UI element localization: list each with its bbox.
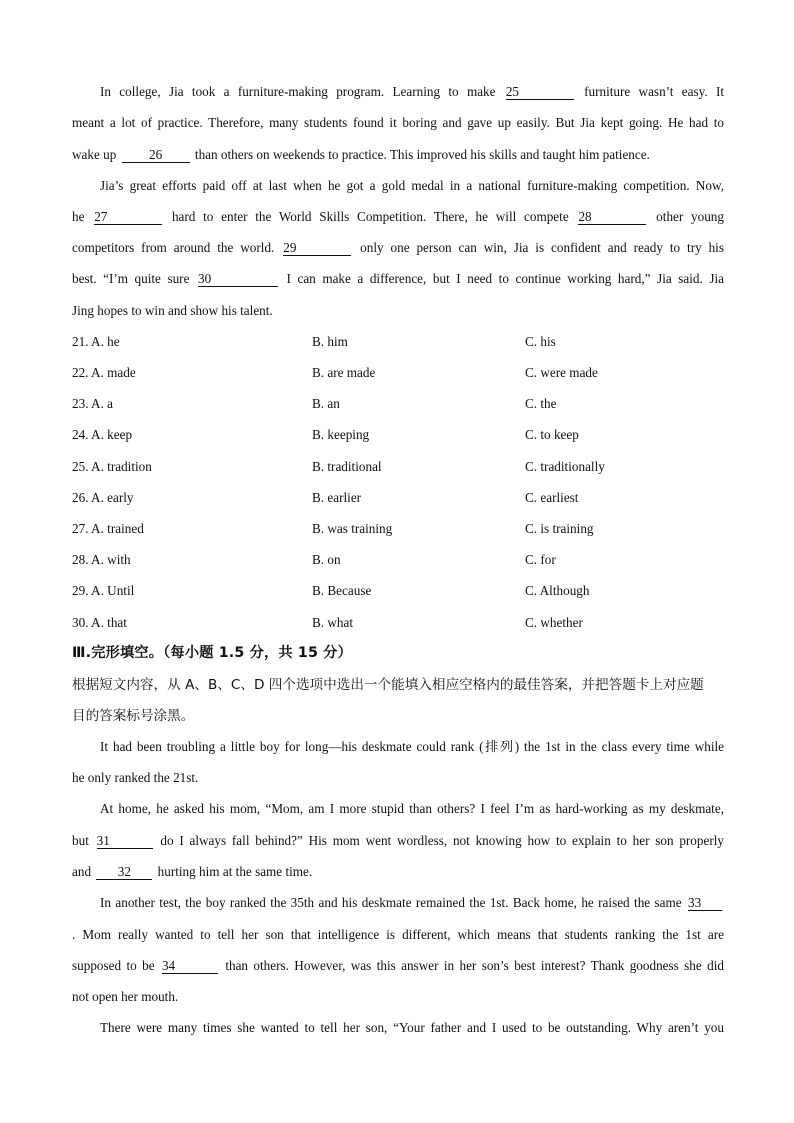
option-24-a[interactable]: 24. A. keep: [72, 427, 133, 442]
option-21-b[interactable]: B. him: [312, 334, 348, 349]
passage1-line-8: Jing hopes to win and show his talent.: [72, 303, 273, 318]
blank-34[interactable]: 34: [162, 959, 218, 974]
blank-28[interactable]: 28: [578, 210, 646, 225]
option-24-b[interactable]: B. keeping: [312, 427, 370, 442]
passage2-line-1: It had been troubling a little boy for long—his deskmate could rank (排列) the 1st in the class every time while: [100, 739, 724, 754]
option-25-c[interactable]: C. traditionally: [525, 459, 605, 474]
passage2-line-9: not open her mouth.: [72, 989, 179, 1004]
passage2-line-7: . Mom really wanted to tell her son that intelligence is different, which means that students ranking the 1st are: [72, 927, 724, 942]
blank-27[interactable]: 27: [94, 210, 162, 225]
passage2-line-6: In another test, the boy ranked the 35th and his deskmate remained the 1st. Back home, he raised the same 33: [100, 895, 724, 911]
passage1-line-3: wake up 26 than others on weekends to practice. This improved his skills and taught him patience.: [72, 147, 650, 162]
option-23-b[interactable]: B. an: [312, 396, 340, 411]
blank-33[interactable]: 33: [688, 896, 722, 911]
passage1-line-2: meant a lot of practice. Therefore, many students found it boring and gave up easily. But Jia kept going. He had to: [72, 115, 724, 130]
passage1-line-1: In college, Jia took a furniture-making program. Learning to make 25 furniture wasn’t easy. It: [100, 84, 725, 99]
instruction-line-1: 根据短文内容，从 A、B、C、D 四个选项中选出一个能填入相应空格内的最佳答案，并把答题卡上对应题: [72, 677, 704, 693]
option-22-a[interactable]: 22. A. made: [72, 365, 136, 380]
option-30-a[interactable]: 30. A. that: [72, 615, 127, 630]
option-21-c[interactable]: C. his: [525, 334, 556, 349]
option-22-c[interactable]: C. were made: [525, 365, 598, 380]
passage2-line-5: and 32 hurting him at the same time.: [72, 864, 313, 879]
passage2-line-3: At home, he asked his mom, “Mom, am I more stupid than others? I feel I’m as hard-working as my deskmate,: [100, 801, 724, 816]
option-26-b[interactable]: B. earlier: [312, 490, 362, 505]
option-27-a[interactable]: 27. A. trained: [72, 521, 144, 536]
passage1-line-6: competitors from around the world. 29 only one person can win, Jia is confident and ready to try his: [72, 240, 724, 255]
option-30-b[interactable]: B. what: [312, 615, 354, 630]
blank-30[interactable]: 30: [198, 272, 278, 287]
option-29-a[interactable]: 29. A. Until: [72, 583, 135, 598]
option-25-b[interactable]: B. traditional: [312, 459, 382, 474]
option-28-c[interactable]: C. for: [525, 552, 556, 567]
option-27-c[interactable]: C. is training: [525, 521, 594, 536]
option-28-a[interactable]: 28. A. with: [72, 552, 131, 567]
section-title: Ⅲ.完形填空。（每小题 1.5 分，共 15 分）: [72, 645, 352, 661]
passage2-line-10: There were many times she wanted to tell her son, “Your father and I used to be outstanding. Why aren’t you: [100, 1020, 724, 1035]
option-22-b[interactable]: B. are made: [312, 365, 376, 380]
option-26-c[interactable]: C. earliest: [525, 490, 579, 505]
passage1-line-7: best. “I’m quite sure 30 I can make a difference, but I need to continue working hard,” Jia said. Jia: [72, 271, 725, 286]
passage2-line-4: but 31 do I always fall behind?” His mom went wordless, not knowing how to explain to her son properly: [72, 833, 724, 848]
passage1-line-5: he 27 hard to enter the World Skills Competition. There, he will compete 28 other young: [72, 209, 724, 224]
passage2-line-2: he only ranked the 21st.: [72, 770, 199, 785]
option-27-b[interactable]: B. was training: [312, 521, 393, 536]
option-23-c[interactable]: C. the: [525, 396, 557, 411]
option-24-c[interactable]: C. to keep: [525, 427, 579, 442]
blank-26[interactable]: 26: [122, 148, 190, 163]
blank-25[interactable]: 25: [506, 85, 574, 100]
option-30-c[interactable]: C. whether: [525, 615, 583, 630]
blank-29[interactable]: 29: [283, 241, 351, 256]
passage1-line-4: Jia’s great efforts paid off at last when he got a gold medal in a national furniture-making competition. Now,: [100, 178, 724, 193]
option-29-c[interactable]: C. Although: [525, 583, 590, 598]
instruction-line-2: 目的答案标号涂黑。: [72, 708, 195, 724]
passage2-line-8: supposed to be 34 than others. However, was this answer in her son’s best interest? Thank goodness she did: [72, 958, 724, 973]
option-21-a[interactable]: 21. A. he: [72, 334, 120, 349]
blank-32[interactable]: 32: [96, 865, 152, 880]
option-23-a[interactable]: 23. A. a: [72, 396, 114, 411]
option-25-a[interactable]: 25. A. tradition: [72, 459, 152, 474]
option-29-b[interactable]: B. Because: [312, 583, 372, 598]
blank-31[interactable]: 31: [97, 834, 153, 849]
option-26-a[interactable]: 26. A. early: [72, 490, 134, 505]
option-28-b[interactable]: B. on: [312, 552, 341, 567]
